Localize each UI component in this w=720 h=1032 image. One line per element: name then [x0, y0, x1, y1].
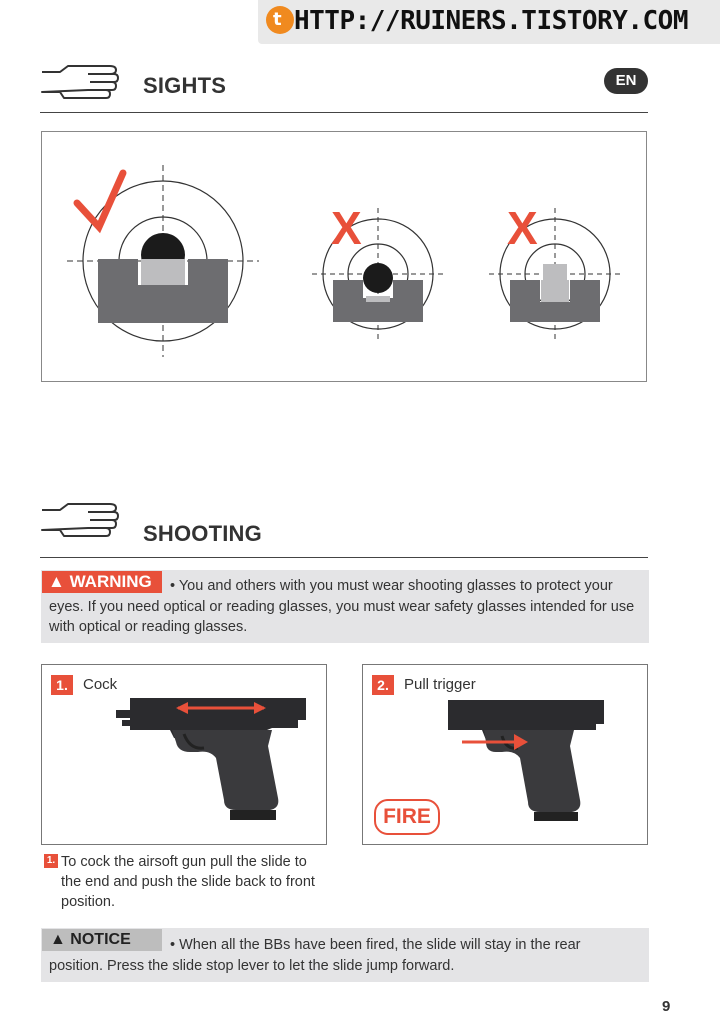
hand-pointer-icon [40, 64, 120, 100]
language-badge: EN [604, 68, 648, 94]
sights-diagram [41, 131, 647, 382]
note-number: 1. [44, 854, 58, 868]
pistol-trigger-image [440, 696, 620, 824]
notice-label: NOTICE [70, 931, 131, 948]
watermark-text: HTTP://RUINERS.TISTORY.COM [294, 6, 688, 36]
shooting-heading: SHOOTING [143, 521, 262, 546]
note-text-line: To cock the airsoft gun pull the slide to [61, 854, 307, 870]
warning-text-line: with optical or reading glasses. [49, 619, 248, 635]
step-label: Pull trigger [404, 676, 476, 693]
warning-text-line: eyes. If you need optical or reading glasses, you must wear safety glasses intended for use [49, 599, 635, 615]
warning-badge [42, 571, 162, 593]
notice-text-line: • When all the BBs have been fired, the slide will stay in the rear [170, 937, 581, 953]
note-text-line: position. [61, 894, 116, 910]
pistol-cock-image [112, 690, 312, 825]
warning-triangle-icon: ▲ [48, 572, 65, 591]
watermark-banner [258, 0, 720, 44]
notice-text-line: position. Press the slide stop lever to let the slide jump forward. [49, 958, 455, 974]
cross-mark-icon: X [331, 202, 362, 254]
checkmark-icon [77, 173, 123, 227]
shooting-divider [40, 557, 648, 558]
warning-text-line: • You and others with you must wear shooting glasses to protect your [170, 578, 613, 594]
warning-triangle-icon: ▲ [50, 931, 66, 948]
sights-divider [40, 112, 648, 113]
note-text-line: the end and push the slide back to front [61, 874, 315, 890]
warning-label: WARNING [69, 572, 152, 591]
notice-badge [42, 929, 162, 951]
sights-heading: SIGHTS [143, 73, 227, 98]
hand-pointer-icon [40, 502, 120, 538]
step-label: Cock [83, 676, 118, 693]
step-number: 2. [372, 675, 394, 695]
page-number: 9 [662, 998, 671, 1015]
cross-mark-icon: X [507, 202, 538, 254]
step-number: 1. [51, 675, 73, 695]
sight-correct [67, 165, 259, 357]
watermark-logo-icon: t [266, 6, 294, 34]
fire-button[interactable]: FIRE [374, 799, 440, 835]
